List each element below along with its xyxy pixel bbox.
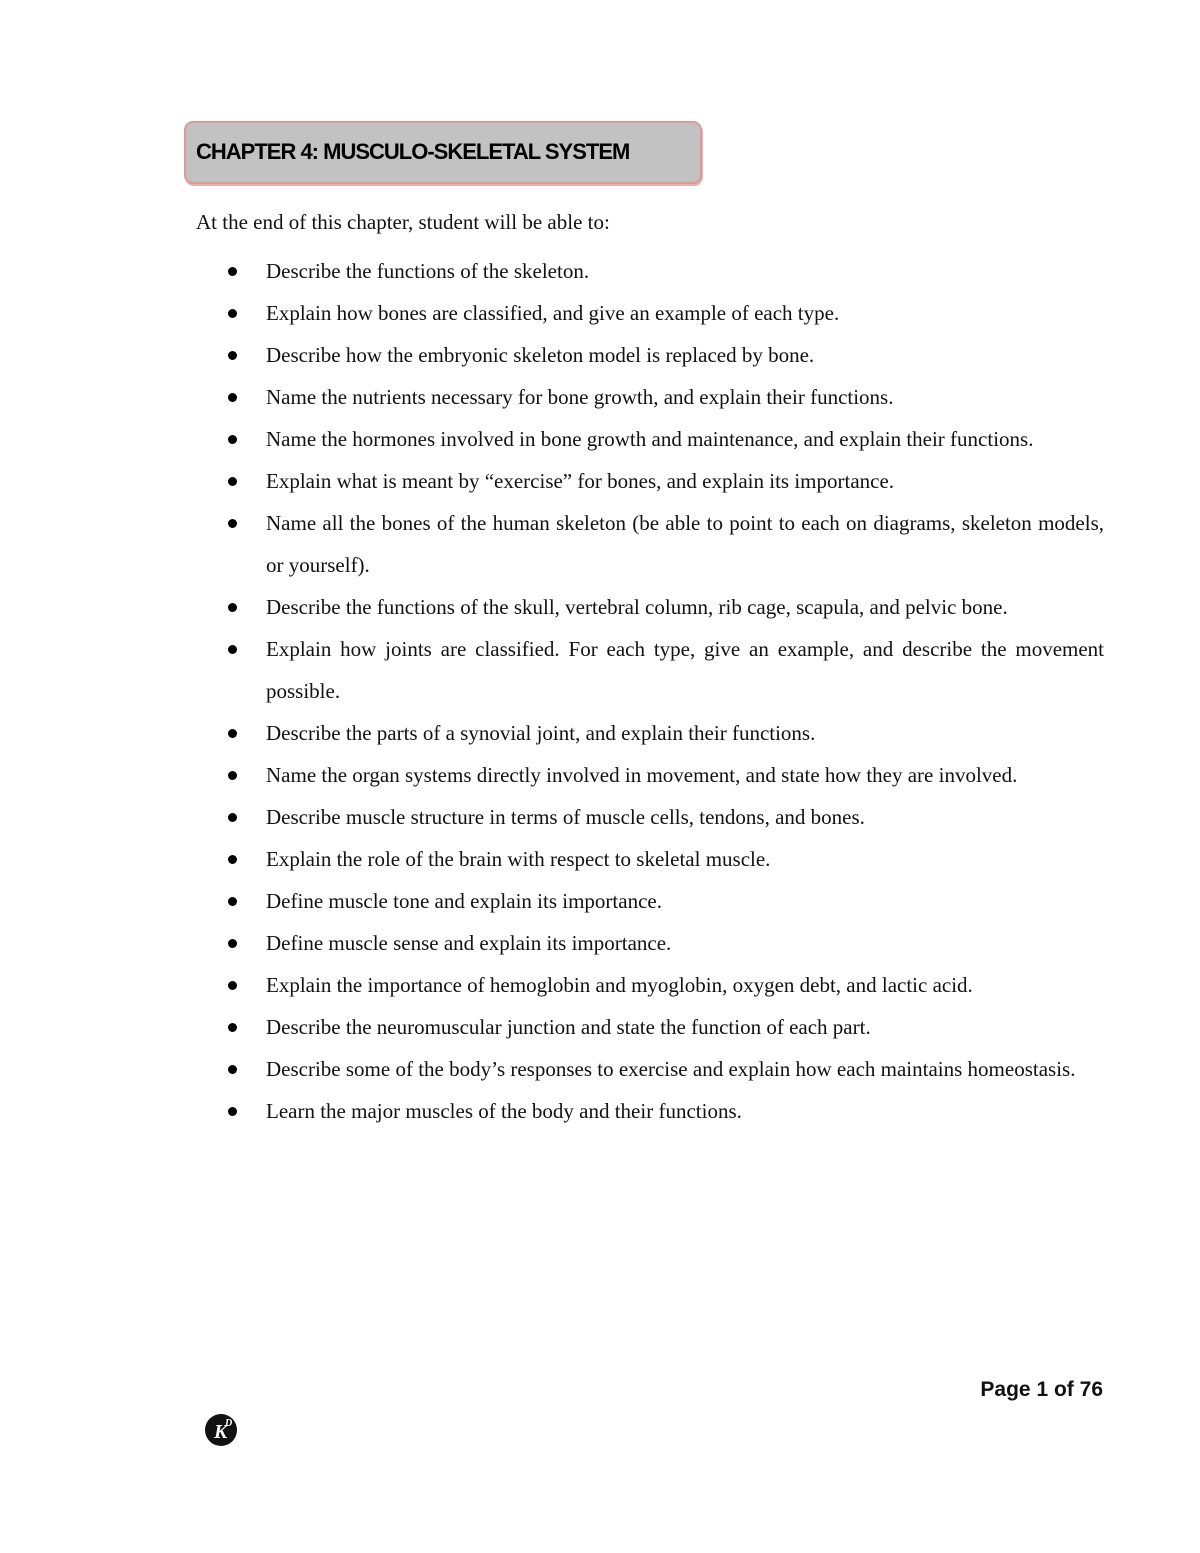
list-item — [228, 1090, 1104, 1132]
objective-text: Name all the bones of the human skeleton (be able to point to each on diagrams, skeleton models, or yourself). — [266, 511, 1104, 577]
list-item — [228, 376, 1104, 418]
objective-text: Name the organ systems directly involved in movement, and state how they are involved. — [266, 763, 1018, 787]
page-of: of — [1053, 1378, 1074, 1401]
bullet-icon — [228, 435, 237, 444]
objective-text: Describe the neuromuscular junction and state the function of each part. — [266, 1015, 871, 1039]
page-current: 1 — [1036, 1378, 1049, 1401]
page-number — [980, 1378, 1103, 1402]
objective-text: Learn the major muscles of the body and their functions. — [266, 1099, 742, 1123]
list-item — [228, 922, 1104, 964]
bullet-icon — [228, 645, 237, 654]
objective-text: Describe muscle structure in terms of muscle cells, tendons, and bones. — [266, 805, 865, 829]
objective-text: Explain the role of the brain with respect to skeletal muscle. — [266, 847, 771, 871]
list-item — [228, 502, 1104, 586]
bullet-icon — [228, 771, 237, 780]
page-label: Page — [980, 1378, 1031, 1401]
objective-text: Name the hormones involved in bone growth and maintenance, and explain their functions. — [266, 427, 1034, 451]
bullet-icon — [228, 897, 237, 906]
list-item — [228, 964, 1104, 1006]
objective-text: Explain how bones are classified, and give an example of each type. — [266, 301, 840, 325]
list-item — [228, 1048, 1104, 1090]
bullet-icon — [228, 519, 237, 528]
chapter-title: CHAPTER 4: MUSCULO-SKELETAL SYSTEM — [196, 139, 630, 164]
page-total: 76 — [1079, 1378, 1103, 1401]
objective-text: Explain how joints are classified. For each type, give an example, and describe the movement possible. — [266, 637, 1104, 703]
list-item — [228, 712, 1104, 754]
objective-text: Define muscle tone and explain its importance. — [266, 889, 662, 913]
list-item — [228, 880, 1104, 922]
chapter-heading-box — [184, 121, 702, 184]
list-item — [228, 250, 1104, 292]
bullet-icon — [228, 477, 237, 486]
objective-text: Explain what is meant by “exercise” for bones, and explain its importance. — [266, 469, 895, 493]
list-item — [228, 1006, 1104, 1048]
logo-superscript: D — [225, 1418, 233, 1429]
list-item — [228, 586, 1104, 628]
list-item — [228, 754, 1104, 796]
kd-logo-icon — [203, 1411, 239, 1447]
list-item — [228, 460, 1104, 502]
intro-text: At the end of this chapter, student will be able to: — [196, 210, 610, 234]
bullet-icon — [228, 309, 237, 318]
bullet-icon — [228, 981, 237, 990]
bullet-icon — [228, 813, 237, 822]
list-item — [228, 628, 1104, 712]
objective-text: Describe the functions of the skeleton. — [266, 259, 590, 283]
logo-letter: K — [214, 1421, 228, 1443]
bullet-icon — [228, 393, 237, 402]
bullet-icon — [228, 1023, 237, 1032]
objective-text: Describe how the embryonic skeleton model is replaced by bone. — [266, 343, 815, 367]
list-item — [228, 418, 1104, 460]
bullet-icon — [228, 351, 237, 360]
bullet-icon — [228, 1065, 237, 1074]
bullet-icon — [228, 729, 237, 738]
list-item — [228, 838, 1104, 880]
objective-text: Name the nutrients necessary for bone growth, and explain their functions. — [266, 385, 894, 409]
bullet-icon — [228, 603, 237, 612]
list-item — [228, 292, 1104, 334]
objectives-list — [228, 250, 1104, 1132]
bullet-icon — [228, 267, 237, 276]
objective-text: Define muscle sense and explain its importance. — [266, 931, 672, 955]
list-item — [228, 796, 1104, 838]
list-item — [228, 334, 1104, 376]
objective-text: Describe some of the body’s responses to exercise and explain how each maintains homeostasis. — [266, 1057, 1076, 1081]
bullet-icon — [228, 1107, 237, 1116]
objective-text: Explain the importance of hemoglobin and myoglobin, oxygen debt, and lactic acid. — [266, 973, 973, 997]
bullet-icon — [228, 939, 237, 948]
objective-text: Describe the functions of the skull, vertebral column, rib cage, scapula, and pelvic bone. — [266, 595, 1008, 619]
bullet-icon — [228, 855, 237, 864]
objective-text: Describe the parts of a synovial joint, and explain their functions. — [266, 721, 816, 745]
